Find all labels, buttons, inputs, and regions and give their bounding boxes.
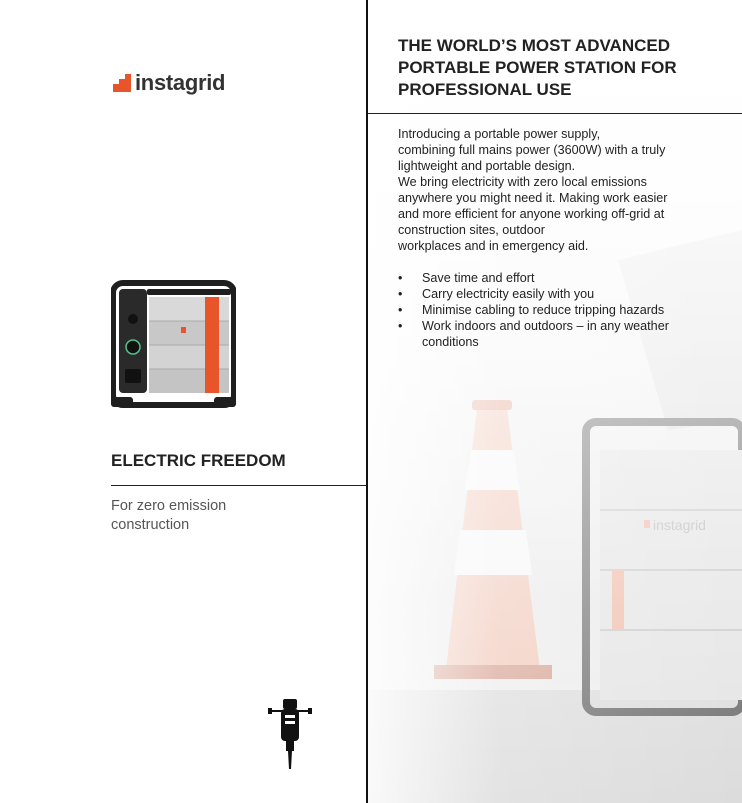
background-photo [368,0,742,803]
feature-list [398,270,698,350]
headline-divider [368,113,742,114]
feature-item: • Minimise cabling to reduce tripping hazards [398,302,698,318]
left-panel [0,0,367,803]
intro-line: construction sites, outdoor [398,223,546,237]
section-subtitle: For zero emission construction [111,498,227,533]
feature-item: • Work indoors and outdoors – in any weather conditions [398,318,698,350]
product-image [111,275,236,418]
right-panel [368,0,742,803]
intro-line: Introducing a portable power supply, [398,127,601,141]
brand-name: instagrid [135,70,226,95]
intro-line: and more efficient for anyone working off-grid at [398,207,665,221]
intro-line: We bring electricity with zero local emissions [398,175,647,189]
intro-line: workplaces and in emergency aid. [398,239,589,253]
jackhammer-icon [268,697,312,776]
intro-line: lightweight and portable design. [398,159,576,173]
intro-line: anywhere you might need it. Making work easier [398,191,668,205]
headline: THE WORLD’S MOST ADVANCED PORTABLE POWER STATION FOR PROFESSIONAL USE [398,36,677,99]
power-station-icon [111,275,236,413]
feature-item: • Carry electricity easily with you [398,286,698,302]
intro-paragraph [398,126,698,254]
brand-logo[interactable] [113,70,225,96]
intro-line: combining full mains power (3600W) with a truly [398,143,666,157]
feature-item: • Save time and effort [398,270,698,286]
brand-mark-icon [113,74,133,92]
section-divider [111,485,367,486]
section-title: ELECTRIC FREEDOM [111,451,286,470]
